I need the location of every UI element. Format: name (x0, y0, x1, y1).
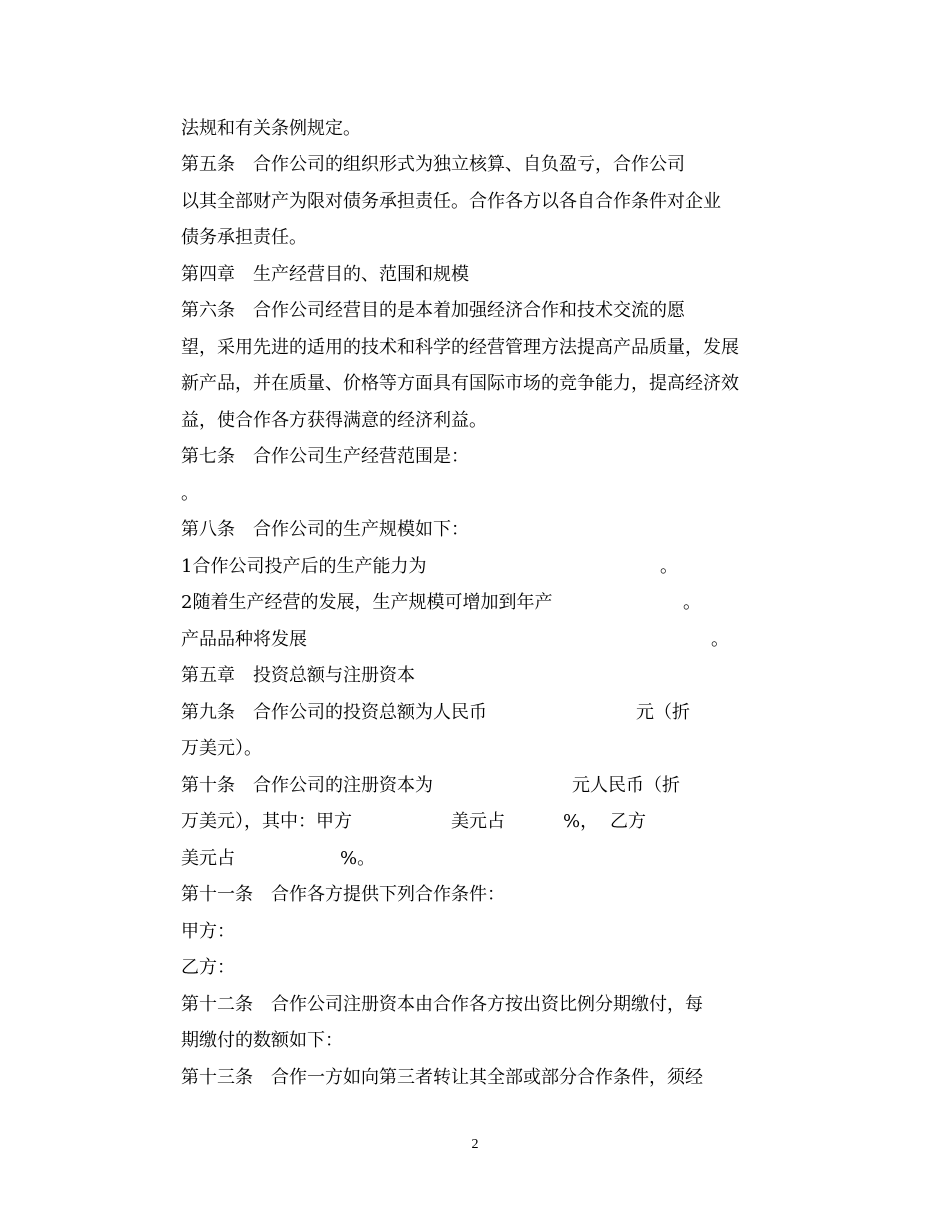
list-item: 2随着生产经营的发展，生产规模可增加到年产 (181, 592, 553, 613)
text-line: 望，采用先进的适用的技术和科学的经营管理方法提高产品质量，发展 (181, 337, 739, 358)
chapter-heading: 第四章 生产经营目的、范围和规模 (181, 264, 469, 285)
text-line: 第十条 合作公司的注册资本为 (181, 775, 433, 796)
text-line: 第十三条 合作一方如向第三者转让其全部或部分合作条件，须经 (181, 1067, 703, 1088)
text-fragment: 美元占 (451, 811, 505, 832)
text-fragment: %。 (340, 848, 376, 869)
text-fragment: %， (563, 811, 599, 832)
text-line: 第七条 合作公司生产经营范围是： (181, 446, 469, 467)
text-line: 第十一条 合作各方提供下列合作条件： (181, 884, 505, 905)
text-line: 万美元），其中：甲方 (181, 811, 352, 832)
text-line: 法规和有关条例规定。 (181, 118, 361, 139)
text-fragment: 。 (660, 556, 678, 577)
text-fragment: 。 (711, 629, 729, 650)
text-fragment: 元人民币（折 (572, 775, 680, 796)
page-number: 2 (471, 1137, 479, 1152)
text-line: 第五条 合作公司的组织形式为独立核算、自负盈亏，合作公司 (181, 154, 685, 175)
text-line: 甲方： (181, 921, 235, 942)
text-line: 乙方： (181, 957, 235, 978)
text-line: 第八条 合作公司的生产规模如下： (181, 519, 469, 540)
text-fragment: 元（折 (636, 702, 690, 723)
text-line: 第六条 合作公司经营目的是本着加强经济合作和技术交流的愿 (181, 300, 685, 321)
text-line: 万美元）。 (181, 738, 262, 759)
text-line: 产品品种将发展 (181, 629, 307, 650)
list-item: 1合作公司投产后的生产能力为 (181, 556, 427, 577)
chapter-heading: 第五章 投资总额与注册资本 (181, 665, 415, 686)
text-line: 债务承担责任。 (181, 227, 307, 248)
text-line: 美元占 (181, 848, 235, 869)
text-line: 期缴付的数额如下： (181, 1030, 343, 1051)
text-line: 益，使合作各方获得满意的经济利益。 (181, 410, 487, 431)
text-line: 第十二条 合作公司注册资本由合作各方按出资比例分期缴付，每 (181, 994, 703, 1015)
text-line: 第九条 合作公司的投资总额为人民币 (181, 702, 487, 723)
text-line: 以其全部财产为限对债务承担责任。合作各方以各自合作条件对企业 (181, 191, 721, 212)
text-line: 新产品，并在质量、价格等方面具有国际市场的竞争能力，提高经济效 (181, 373, 739, 394)
text-fragment: 。 (683, 592, 701, 613)
text-fragment: 乙方 (610, 811, 646, 832)
text-line: 。 (181, 483, 199, 504)
